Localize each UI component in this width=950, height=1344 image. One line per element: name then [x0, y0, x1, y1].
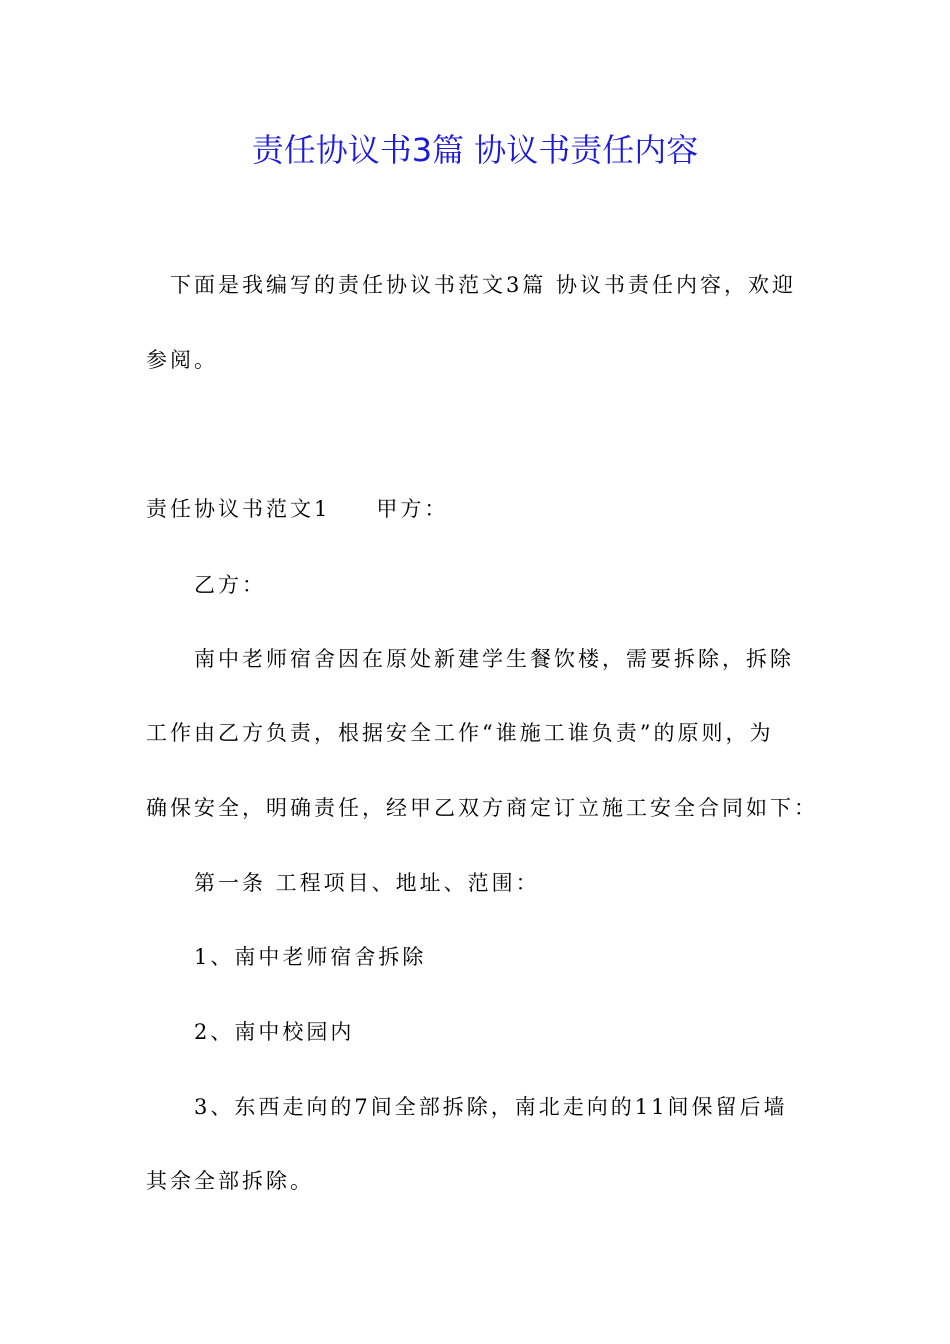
- document-title: 责任协议书3篇 协议书责任内容: [251, 131, 699, 169]
- section-heading: 责任协议书范文1: [146, 497, 331, 521]
- list-item-2: 2、南中校园内: [194, 1020, 355, 1044]
- intro-line-2: 参阅。: [146, 348, 218, 372]
- paragraph-1-line-1: 南中老师宿舍因在原处新建学生餐饮楼，需要拆除，拆除: [194, 647, 794, 671]
- article-1-heading: 第一条 工程项目、地址、范围：: [194, 871, 540, 895]
- party-a-label: 甲方：: [376, 497, 449, 521]
- list-item-3-line-2: 其余全部拆除。: [146, 1169, 314, 1193]
- list-item-3-line-1: 3、东西走向的7间全部拆除，南北走向的11间保留后墙: [194, 1095, 788, 1119]
- list-item-1: 1、南中老师宿舍拆除: [194, 945, 427, 969]
- paragraph-1-line-2: 工作由乙方负责，根据安全工作“谁施工谁负责”的原则，为: [146, 721, 774, 745]
- paragraph-1-line-3: 确保安全，明确责任，经甲乙双方商定订立施工安全合同如下：: [146, 796, 818, 820]
- section-heading-row: [146, 494, 816, 524]
- party-b-label: 乙方：: [194, 573, 266, 597]
- intro-line-1: 下面是我编写的责任协议书范文3篇 协议书责任内容，欢迎: [170, 273, 797, 297]
